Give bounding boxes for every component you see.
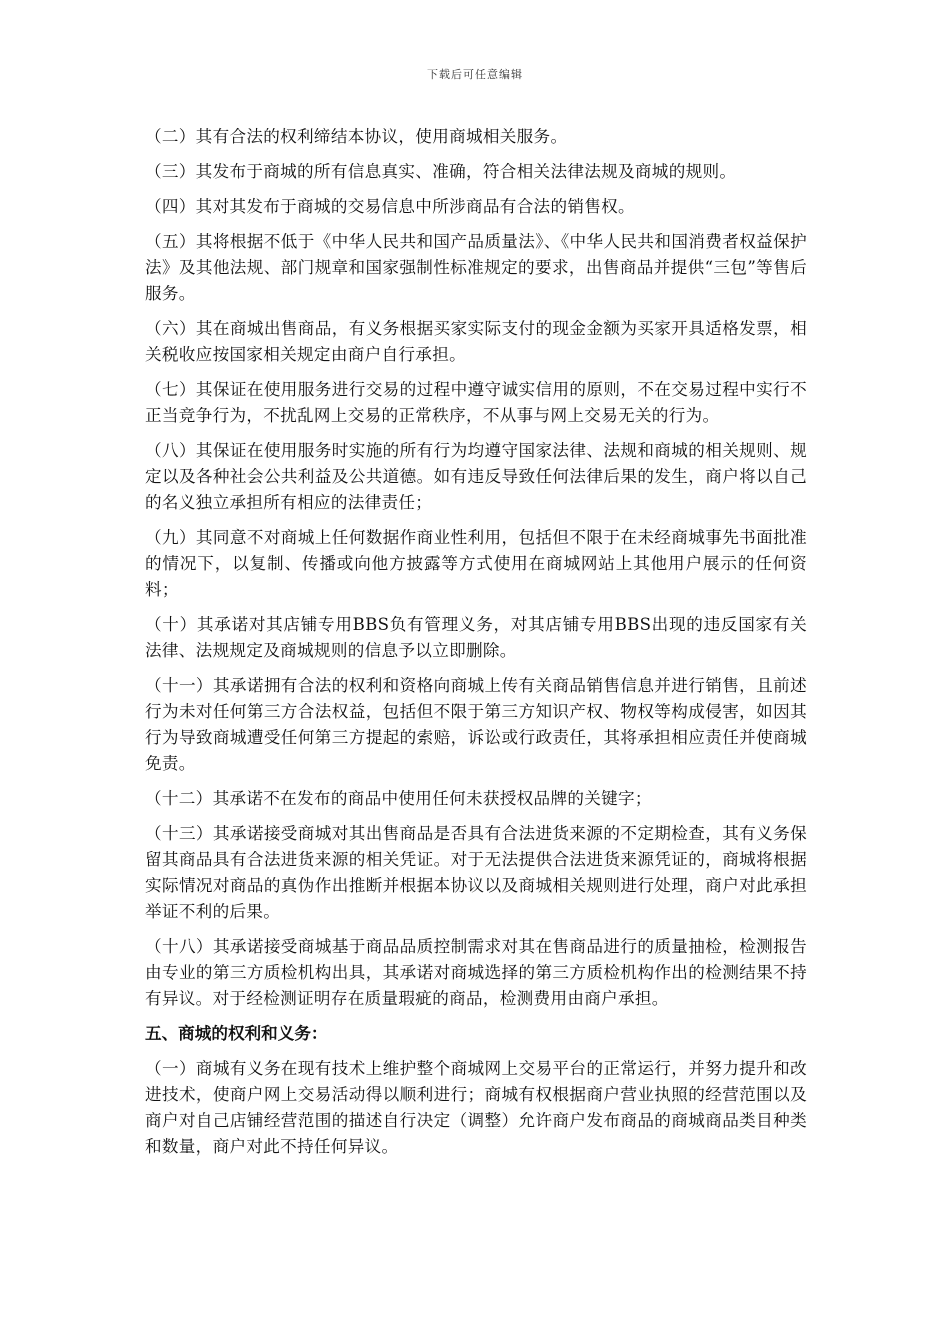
clause-2: （二）其有合法的权利缔结本协议，使用商城相关服务。 xyxy=(145,127,568,146)
page-header-note: 下载后可任意编辑 xyxy=(427,68,523,81)
clause-8: （八）其保证在使用服务时实施的所有行为均遵守国家法律、法规和商城的相关规则、规定以及各种社会公共利益及公共道德。如有违反导致任何法律后果的发生，商户将以自己的名义独立承担所有相应的法律责任； xyxy=(145,441,807,512)
clause-10: （十）其承诺对其店铺专用BBS负有管理义务，对其店铺专用BBS出现的违反国家有关法律、法规规定及商城规则的信息予以立即删除。 xyxy=(145,615,807,660)
clause-5: （五）其将根据不低于《中华人民共和国产品质量法》、《中华人民共和国消费者权益保护法》及其他法规、部门规章和国家强制性标准规定的要求，出售商品并提供“三包”等售后服务。 xyxy=(145,232,807,303)
clause-3: （三）其发布于商城的所有信息真实、准确，符合相关法律法规及商城的规则。 xyxy=(145,162,737,181)
document-body xyxy=(145,124,807,1169)
clause-12: （十二）其承诺不在发布的商品中使用任何未获授权品牌的关键字； xyxy=(145,789,652,808)
clause-11: （十一）其承诺拥有合法的权利和资格向商城上传有关商品销售信息并进行销售，且前述行为未对任何第三方合法权益，包括但不限于第三方知识产权、物权等构成侵害，如因其行为导致商城遭受任何第三方提起的索赔，诉讼或行政责任，其将承担相应责任并使商城免责。 xyxy=(145,676,807,773)
clause-18: （十八）其承诺接受商城基于商品品质控制需求对其在售商品进行的质量抽检，检测报告由专业的第三方质检机构出具，其承诺对商城选择的第三方质检机构作出的检测结果不持有异议。对于经检测证明存在质量瑕疵的商品，检测费用由商户承担。 xyxy=(145,937,807,1008)
clause-13: （十三）其承诺接受商城对其出售商品是否具有合法进货来源的不定期检查，其有义务保留其商品具有合法进货来源的相关凭证。对于无法提供合法进货来源凭证的，商城将根据实际情况对商品的真伪作出推断并根据本协议以及商城相关规则进行处理，商户对此承担举证不利的后果。 xyxy=(145,824,807,921)
section-heading: 五、商城的权利和义务： xyxy=(145,1024,328,1043)
clause-7: （七）其保证在使用服务进行交易的过程中遵守诚实信用的原则，不在交易过程中实行不正当竞争行为，不扰乱网上交易的正常秩序，不从事与网上交易无关的行为。 xyxy=(145,380,807,425)
clause-9: （九）其同意不对商城上任何数据作商业性利用，包括但不限于在未经商城事先书面批准的情况下，以复制、传播或向他方披露等方式使用在商城网站上其他用户展示的任何资料； xyxy=(145,528,807,599)
clause-4: （四）其对其发布于商城的交易信息中所涉商品有合法的销售权。 xyxy=(145,197,635,216)
section-clause-1: （一）商城有义务在现有技术上维护整个商城网上交易平台的正常运行，并努力提升和改进技术，使商户网上交易活动得以顺利进行；商城有权根据商户营业执照的经营范围以及商户对自己店铺经营范围的描述自行决定（调整）允许商户发布商品的商城商品类目种类和数量，商户对此不持任何异议。 xyxy=(145,1059,807,1156)
clause-6: （六）其在商城出售商品，有义务根据买家实际支付的现金金额为买家开具适格发票，相关税收应按国家相关规定由商户自行承担。 xyxy=(145,319,807,364)
